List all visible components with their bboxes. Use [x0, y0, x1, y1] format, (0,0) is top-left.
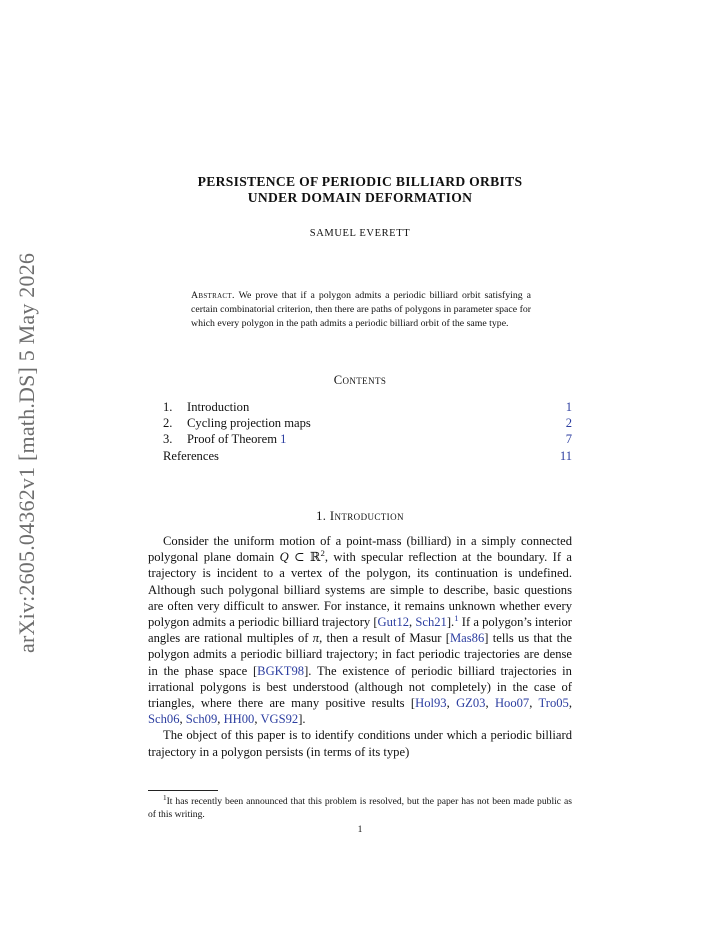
- citation-link[interactable]: Mas86: [449, 631, 485, 646]
- citation-link[interactable]: Hoo07: [494, 696, 530, 711]
- citation-link[interactable]: GZ03: [456, 696, 486, 711]
- paper-title: [148, 174, 572, 206]
- text-run: ].: [298, 712, 306, 727]
- toc-entry-introduction[interactable]: [163, 399, 572, 415]
- toc-entry-page-link[interactable]: 1: [565, 400, 572, 414]
- table-of-contents: [163, 399, 572, 464]
- text-run: Consider the uniform motion of a point-mass (billiard) in a simply connected polygonal plane domain: [148, 534, 572, 565]
- citation-link[interactable]: Sch09: [185, 712, 218, 727]
- superscript: 2: [320, 548, 325, 559]
- toc-entry-title: Proof of Theorem: [187, 432, 281, 447]
- toc-entry-page-link[interactable]: 2: [565, 416, 572, 431]
- toc-entry-page-link[interactable]: 7: [565, 432, 572, 447]
- toc-entry-proof-of-theorem[interactable]: [163, 431, 572, 447]
- text-run: ⊂ ℝ: [288, 550, 321, 565]
- footnote-mark: 1: [163, 793, 167, 802]
- title-line-2: UNDER DOMAIN DEFORMATION: [247, 190, 473, 205]
- citation-link[interactable]: VGS92: [260, 712, 299, 727]
- paragraph: The object of this paper is to identify conditions under which a periodic billiard trajectory in a polygon persists (in terms of its type): [148, 728, 572, 759]
- footnote-text: It has recently been announced that this problem is resolved, but the paper has not been made public as of this writing.: [148, 796, 572, 820]
- citation-link[interactable]: BGKT98: [257, 663, 305, 678]
- text-run: If a polygon’s interior angles are rational multiples of: [148, 615, 572, 646]
- math-symbol: Q: [279, 550, 289, 565]
- author-name: SAMUEL EVERETT: [309, 228, 411, 239]
- citation-link[interactable]: Gut12: [377, 615, 410, 630]
- theorem-ref-link[interactable]: 1: [280, 432, 287, 447]
- citation-link[interactable]: HH00: [223, 712, 255, 727]
- text-run: , then a result of Masur [: [319, 631, 450, 646]
- toc-entry-title: Cycling projection maps: [187, 416, 311, 431]
- citation-link[interactable]: Sch06: [148, 712, 180, 727]
- footnote-divider: [148, 790, 218, 791]
- arxiv-identifier: arXiv:2605.04362v1 [math.DS] 5 May 2026: [14, 252, 39, 654]
- footnote-marker-link[interactable]: 1: [454, 612, 459, 623]
- text-run: ] tells us that the polygon admits a periodic billiard trajectory; in fact periodic trajectories are dense in the phase space [: [148, 631, 573, 678]
- text-run: ,: [409, 615, 416, 630]
- text-run: , with specular reflection at the boundary. If a trajectory is incident to a vertex of the polygon, its continuation is undefined. Although such polygonal billiard systems are simple to describe, basic questions are often very difficult to answer. For instance, it remains unknown whether every polygon admits a periodic billiard trajectory [: [148, 550, 572, 630]
- abstract: [191, 289, 531, 331]
- paragraph: Consider the uniform motion of a point-mass (billiard) in a simply connected polygonal plane domain Q ⊂ ℝ$^2$, with specular reflection at the boundary. If a trajectory is incident to a vertex of the polygon, its continuation is undefined. Although such polygonal billiard systems are simple to describe, basic questions are often very difficult to answer. For instance, it remains unknown whether every polygon admits a periodic billiard trajectory [Gut12, Sch21].$^1$ If a polygon’s interior angles are rational multiples of π, then a result of Masur [Mas86] tells us that the polygon admits a periodic billiard trajectory; in fact periodic trajectories are dense in the phase space [BGKT98]. The existence of periodic billiard trajectories in irrational polygons is best understood (although not completely) in the case of triangles, where there are many positive results [Hol93, GZ03, Hoo07, Tro05, Sch06, Sch09, HH00, VGS92].: [148, 534, 573, 727]
- math-symbol: π: [312, 631, 320, 646]
- footnote: [148, 795, 572, 821]
- toc-entry-number: 2.: [163, 416, 173, 431]
- citation-link[interactable]: Tro05: [538, 696, 569, 711]
- toc-entry-number: 1.: [163, 400, 173, 414]
- toc-entry-references[interactable]: [163, 448, 572, 464]
- toc-entry-title: References: [163, 448, 219, 463]
- introduction-body: [148, 533, 572, 760]
- toc-heading: Contents: [333, 373, 387, 387]
- text-run: ]. The existence of periodic billiard trajectories in irrational polygons is best understood (although not completely) in the case of triangles, where there are many positive results [: [148, 663, 572, 711]
- abstract-label: Abstract.: [191, 290, 235, 301]
- citation-link[interactable]: Sch21: [415, 615, 447, 630]
- text-run: ].: [446, 615, 455, 630]
- title-line-1: PERSISTENCE OF PERIODIC BILLIARD ORBITS: [197, 174, 523, 189]
- toc-entry-title: Introduction: [187, 400, 250, 414]
- toc-entry-page-link[interactable]: 11: [559, 448, 572, 463]
- toc-entry-cycling-projection-maps[interactable]: [163, 415, 572, 431]
- page-number: 1: [357, 824, 363, 835]
- section-heading-introduction: 1. Introduction: [316, 509, 404, 523]
- citation-link[interactable]: Hol93: [415, 696, 447, 711]
- toc-entry-number: 3.: [163, 432, 173, 447]
- abstract-text: We prove that if a polygon admits a periodic billiard orbit satisfying a certain combinatorial criterion, then there are paths of polygons in parameter space for which every polygon in the path admits a periodic billiard orbit of the same type.: [191, 290, 531, 329]
